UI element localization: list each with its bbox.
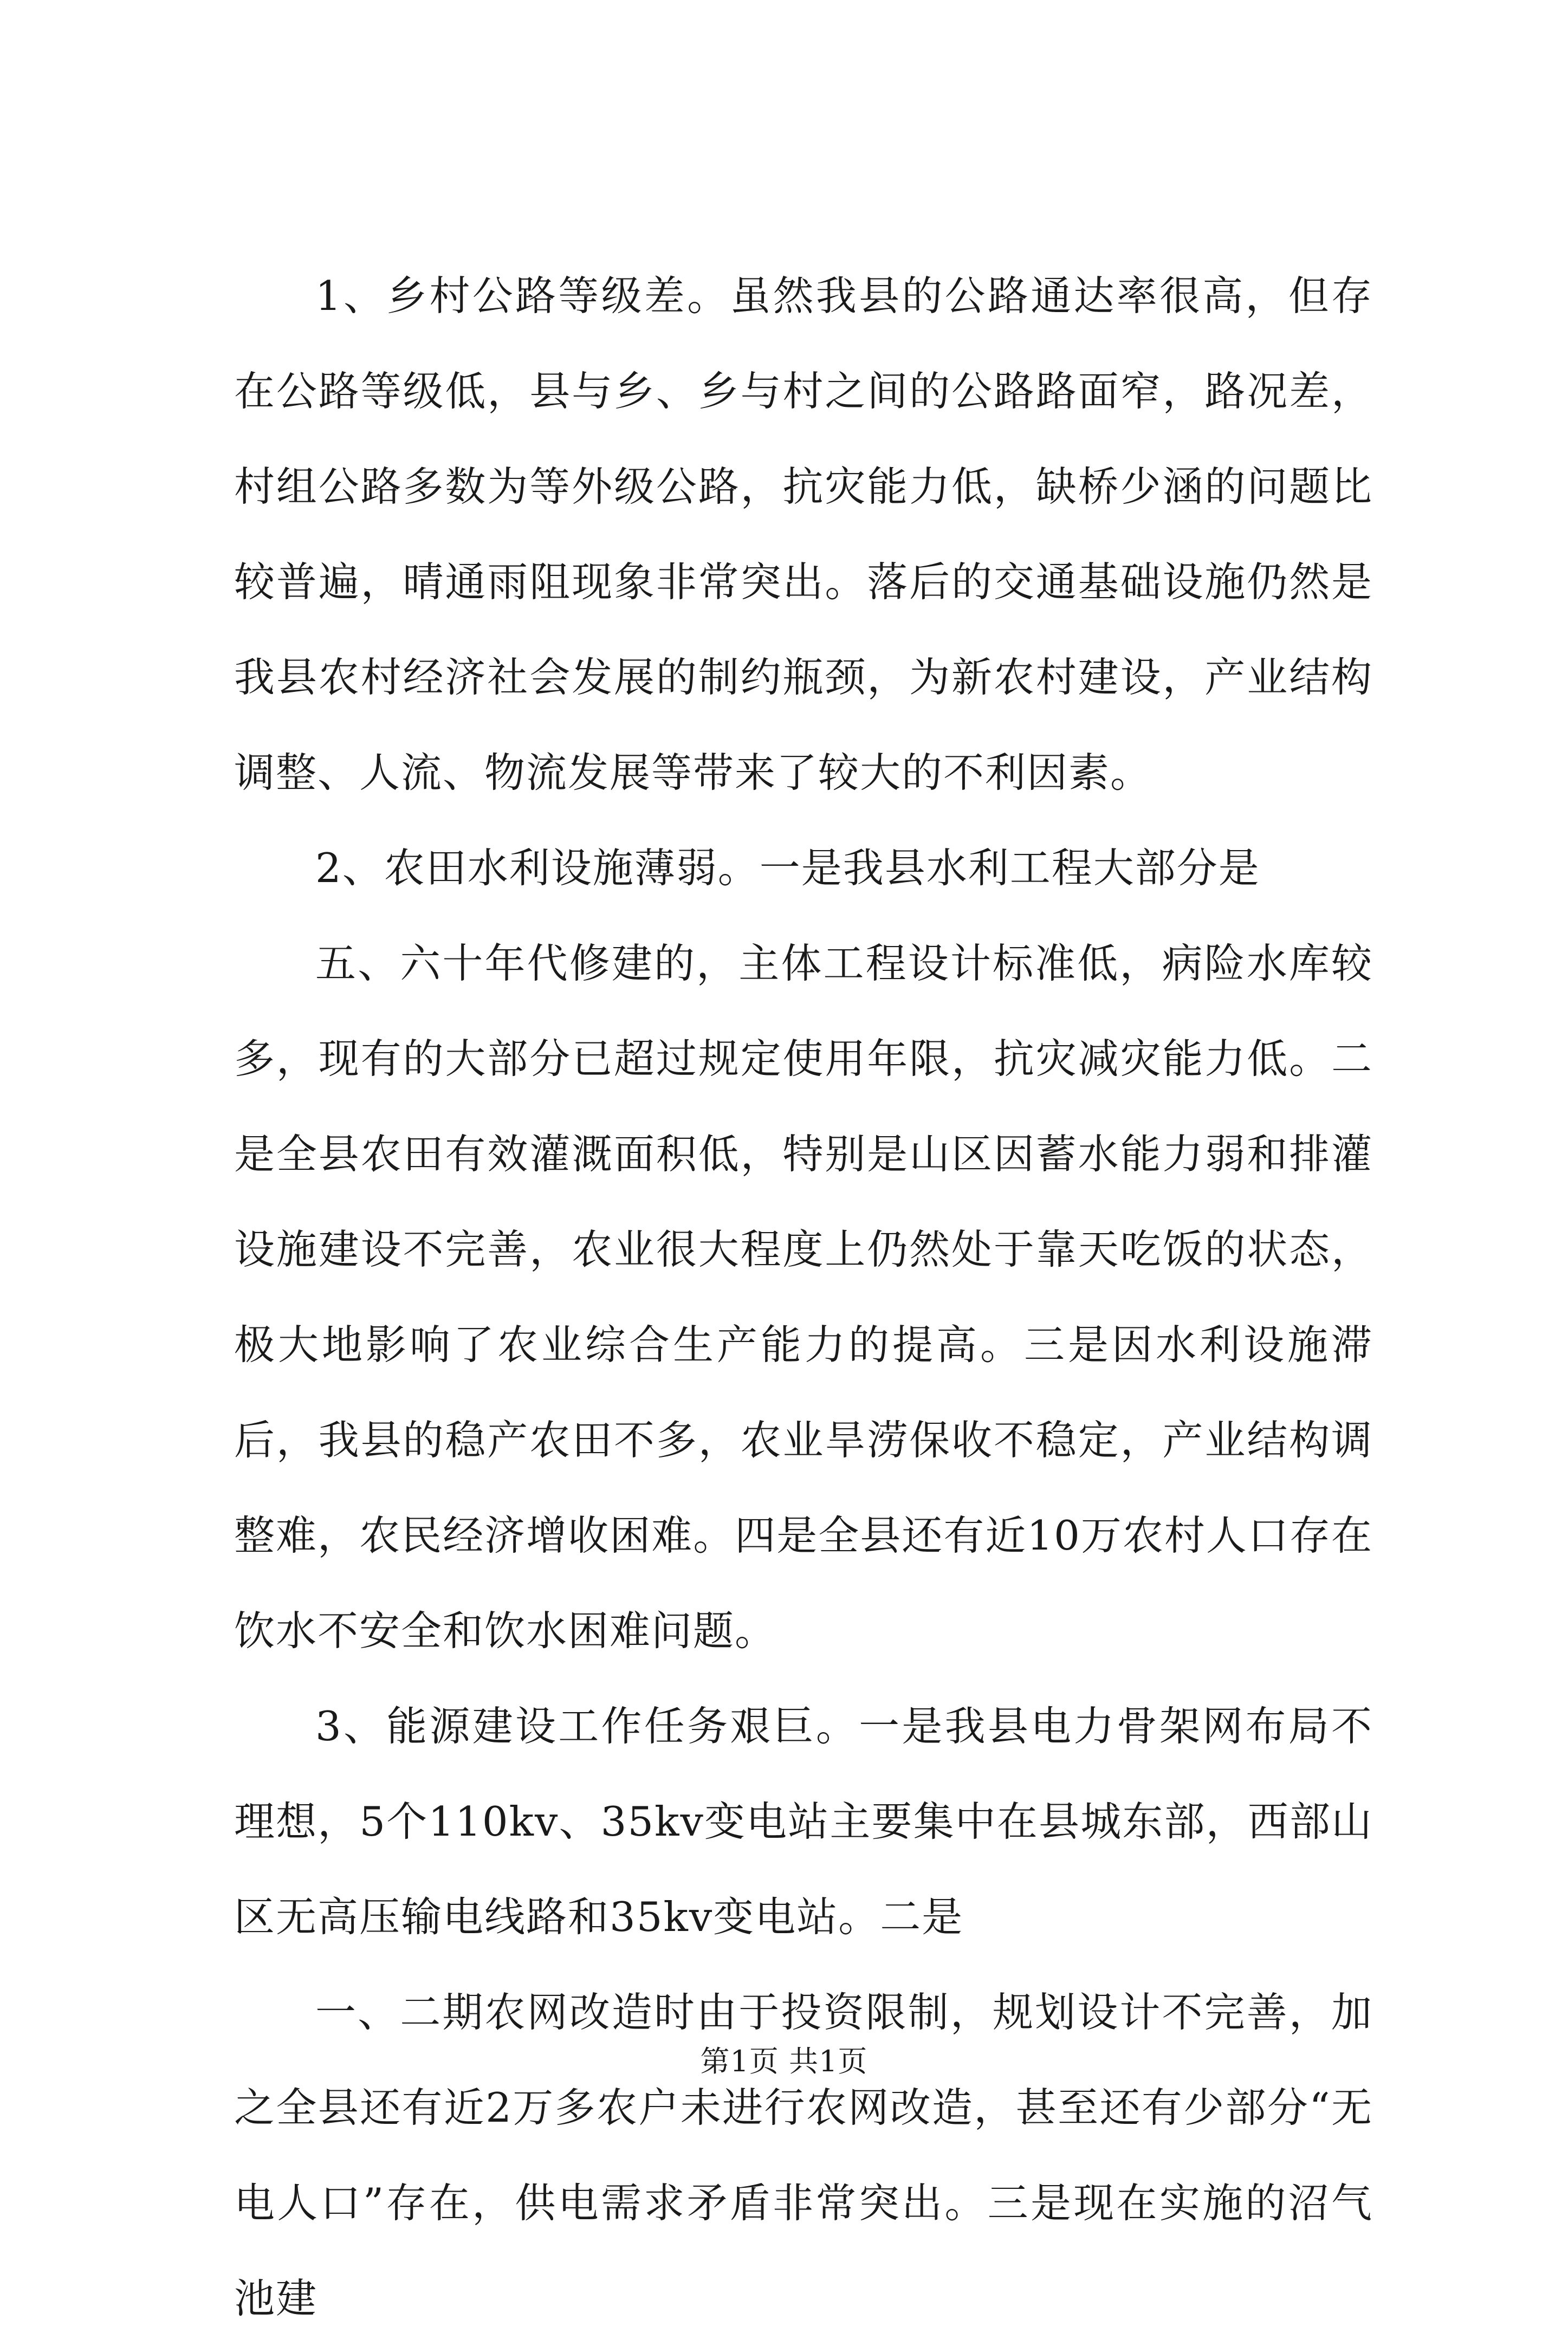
paragraph-irrigation-details: 五、六十年代修建的，主体工程设计标准低，病险水库较多，现有的大部分已超过规定使用年限，抗灾减灾能力低。二是全县农田有效灌溉面积低，特别是山区因蓄水能力弱和排灌设施建设不完善，农业很大程度上仍然处于靠天吃饭的状态，极大地影响了农业综合生产能力的提高。三是因水利设施滞后，我县的稳产农田不多，农业旱涝保收不稳定，产业结构调整难，农民经济增收困难。四是全县还有近10万农村人口存在饮水不安全和饮水困难问题。 <box>234 939 1373 1655</box>
page-number-footer: 第1页 共1页 <box>700 2044 868 2078</box>
paragraph-irrigation-heading: 2、农田水利设施薄弱。一是我县水利工程大部分是 <box>315 844 1260 892</box>
paragraph-energy-heading: 3、能源建设工作任务艰巨。一是我县电力骨架网布局不理想，5个110kv、35kv变电站主要集中在县城东部，西部山区无高压输电线路和35kv变电站。二是 <box>234 1702 1373 1941</box>
paragraph-rural-roads: 1、乡村公路等级差。虽然我县的公路通达率很高，但存在公路等级低，县与乡、乡与村之间的公路路面窄，路况差，村组公路多数为等外级公路，抗灾能力低，缺桥少涵的问题比较普遍，晴通雨阻现象非常突出。落后的交通基础设施仍然是我县农村经济社会发展的制约瓶颈，为新农村建设，产业结构调整、人流、物流发展等带来了较大的不利因素。 <box>234 272 1373 796</box>
paragraph-energy-details: 一、二期农网改造时由于投资限制，规划设计不完善，加之全县还有近2万多农户未进行农网改造，甚至还有少部分“无电人口”存在，供电需求矛盾非常突出。三是现在实施的沼气池建 <box>234 1988 1373 2322</box>
document-body <box>234 248 1373 2346</box>
